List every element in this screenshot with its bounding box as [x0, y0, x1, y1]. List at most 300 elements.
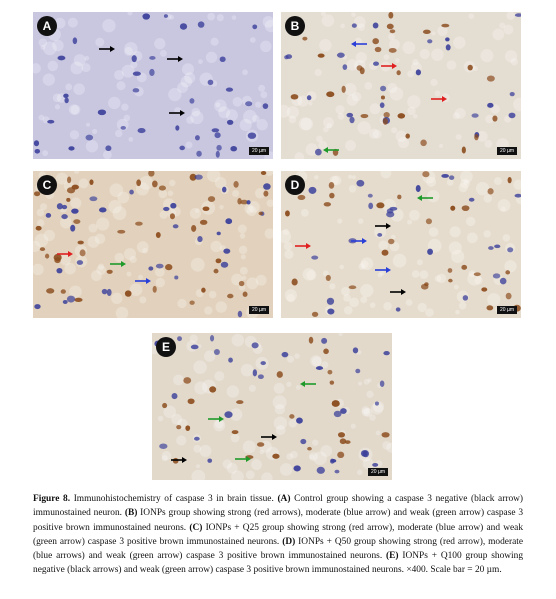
tissue-texture: [289, 419, 298, 428]
stained-nucleus: [492, 115, 497, 121]
tissue-texture: [369, 128, 379, 138]
stained-nucleus: [349, 285, 357, 289]
tissue-texture: [182, 63, 194, 75]
tissue-texture: [231, 434, 240, 443]
stained-nucleus: [246, 200, 250, 204]
stained-nucleus: [349, 117, 354, 123]
caption-magnification: ×400. Scale bar = 20 µm.: [406, 565, 502, 576]
tissue-texture: [191, 108, 200, 117]
micrograph-panel-d: [281, 171, 521, 318]
tissue-texture: [138, 275, 143, 280]
stained-nucleus: [133, 72, 141, 76]
tissue-texture: [42, 150, 48, 156]
tissue-texture: [211, 241, 222, 252]
tissue-texture: [319, 39, 332, 52]
micrograph-panel-a: [33, 12, 273, 159]
tissue-texture: [407, 95, 420, 108]
stained-nucleus: [289, 414, 294, 419]
tissue-texture: [393, 254, 407, 268]
stained-nucleus: [253, 369, 257, 376]
stained-nucleus: [210, 335, 214, 341]
tissue-texture: [280, 463, 293, 476]
stained-nucleus: [46, 288, 54, 293]
stained-nucleus: [468, 65, 473, 71]
tissue-texture: [360, 296, 367, 303]
stained-nucleus: [346, 113, 353, 118]
tissue-texture: [232, 190, 239, 197]
stained-nucleus: [307, 447, 312, 451]
tissue-texture: [251, 459, 262, 470]
tissue-texture: [312, 439, 318, 445]
tissue-texture: [65, 84, 72, 91]
stained-nucleus: [216, 145, 221, 151]
stained-nucleus: [121, 126, 126, 130]
stained-nucleus: [252, 342, 259, 348]
tissue-texture: [191, 258, 205, 272]
stained-nucleus: [214, 349, 220, 355]
tissue-texture: [70, 198, 81, 209]
tissue-texture: [275, 404, 285, 414]
stained-nucleus: [441, 174, 449, 178]
stained-nucleus: [209, 386, 216, 392]
stained-nucleus: [89, 179, 93, 185]
stained-nucleus: [191, 345, 199, 350]
tissue-texture: [503, 234, 511, 242]
stained-nucleus: [422, 171, 429, 177]
tissue-texture: [505, 50, 517, 62]
stained-nucleus: [170, 213, 175, 219]
stained-nucleus: [63, 94, 68, 98]
tissue-texture: [314, 175, 319, 180]
tissue-texture: [242, 69, 248, 75]
stained-nucleus: [68, 146, 74, 150]
stained-nucleus: [107, 289, 112, 296]
tissue-texture: [128, 137, 133, 142]
stained-nucleus: [177, 336, 182, 341]
tissue-texture: [357, 121, 370, 134]
tissue-texture: [322, 14, 335, 27]
stained-nucleus: [77, 241, 83, 245]
stained-nucleus: [214, 269, 219, 274]
stained-nucleus: [277, 371, 283, 378]
tissue-texture: [210, 38, 218, 46]
tissue-texture: [86, 123, 90, 127]
stained-nucleus: [338, 432, 345, 437]
tissue-texture: [139, 176, 153, 190]
micrograph-panel-b: [281, 12, 521, 159]
stained-nucleus: [203, 207, 210, 211]
stained-nucleus: [427, 39, 432, 43]
tissue-texture: [276, 425, 286, 435]
stained-nucleus: [227, 120, 233, 125]
tissue-texture: [439, 144, 443, 148]
tissue-texture: [168, 191, 174, 197]
tissue-texture: [398, 137, 409, 148]
tissue-texture: [407, 70, 414, 77]
tissue-texture: [233, 97, 243, 107]
stained-nucleus: [282, 352, 289, 357]
stained-nucleus: [331, 459, 337, 463]
caption-e-text: IONPs + Q100 group showing negative (black arrows) and weak (green arrow) caspase 3 positive brown immunostained neurons.: [33, 551, 524, 576]
stained-nucleus: [284, 55, 288, 59]
tissue-texture: [316, 136, 323, 143]
stained-nucleus: [340, 438, 347, 444]
micrograph-image-b: [281, 12, 521, 159]
stained-nucleus: [373, 61, 379, 65]
tissue-texture: [459, 302, 467, 310]
stained-nucleus: [176, 425, 181, 429]
stained-nucleus: [179, 146, 185, 151]
tissue-texture: [160, 50, 167, 57]
stained-nucleus: [448, 279, 453, 283]
stained-nucleus: [380, 102, 385, 108]
stained-nucleus: [63, 300, 68, 304]
tissue-texture: [88, 236, 100, 248]
tissue-texture: [40, 203, 47, 210]
stained-nucleus: [332, 400, 340, 407]
stained-nucleus: [486, 305, 493, 310]
stained-nucleus: [34, 304, 40, 309]
tissue-texture: [340, 24, 345, 29]
stained-nucleus: [188, 398, 195, 404]
tissue-texture: [431, 31, 435, 35]
tissue-texture: [207, 13, 215, 21]
tissue-texture: [290, 451, 298, 459]
stained-nucleus: [236, 400, 243, 404]
stained-nucleus: [388, 12, 393, 19]
stained-nucleus: [189, 301, 194, 305]
stained-nucleus: [450, 206, 455, 211]
stained-nucleus: [89, 196, 97, 201]
stained-nucleus: [216, 258, 222, 263]
stained-nucleus: [285, 210, 290, 216]
tissue-texture: [480, 49, 493, 62]
stained-nucleus: [133, 88, 140, 92]
stained-nucleus: [343, 64, 348, 70]
stained-nucleus: [107, 270, 113, 274]
stained-nucleus: [307, 95, 312, 100]
stained-nucleus: [357, 65, 363, 70]
stained-nucleus: [70, 225, 75, 232]
scale-bar-e: 20 µm: [368, 468, 388, 476]
stained-nucleus: [383, 118, 388, 125]
tissue-texture: [358, 218, 364, 224]
tissue-texture: [116, 81, 125, 90]
tissue-texture: [243, 110, 257, 124]
stained-nucleus: [175, 125, 179, 130]
tissue-texture: [155, 267, 165, 277]
stained-nucleus: [397, 195, 401, 200]
stained-nucleus: [300, 439, 306, 444]
tissue-texture: [227, 385, 239, 397]
stained-nucleus: [226, 87, 233, 91]
tissue-texture: [323, 117, 334, 128]
stained-nucleus: [389, 48, 397, 53]
stained-nucleus: [159, 186, 166, 191]
stained-nucleus: [398, 113, 406, 118]
stained-nucleus: [481, 287, 487, 291]
stained-nucleus: [329, 182, 335, 189]
stained-nucleus: [356, 180, 364, 187]
tissue-texture: [173, 375, 184, 386]
stained-nucleus: [238, 311, 242, 318]
tissue-texture: [435, 90, 441, 96]
tissue-texture: [198, 59, 203, 64]
tissue-texture: [238, 225, 247, 234]
tissue-texture: [364, 82, 372, 90]
stained-nucleus: [220, 56, 226, 62]
tissue-texture: [37, 219, 44, 226]
stained-nucleus: [508, 113, 515, 119]
tissue-texture: [176, 435, 186, 445]
tissue-texture: [362, 406, 370, 414]
tissue-texture: [177, 299, 186, 308]
stained-nucleus: [381, 95, 385, 99]
tissue-texture: [219, 205, 223, 209]
stained-nucleus: [132, 55, 137, 62]
tissue-texture: [492, 28, 504, 40]
stained-nucleus: [216, 151, 220, 158]
stained-nucleus: [66, 198, 70, 202]
tissue-texture: [241, 254, 246, 259]
tissue-texture: [199, 445, 211, 457]
stained-nucleus: [196, 151, 201, 157]
tissue-texture: [274, 383, 285, 394]
caption-d-text: IONPs + Q50 group showing strong (red arrow), moderate (blue arrows) and weak (green arrow) caspase 3 positive brown immunostained neurons.: [33, 536, 524, 562]
stained-nucleus: [138, 128, 146, 133]
tissue-texture: [309, 452, 318, 461]
stained-nucleus: [318, 53, 325, 57]
tissue-texture: [39, 38, 48, 47]
tissue-texture: [284, 250, 293, 259]
tissue-texture: [352, 92, 362, 102]
tissue-texture: [223, 459, 232, 468]
tissue-texture: [240, 267, 248, 275]
tissue-texture: [258, 85, 265, 92]
stained-nucleus: [474, 272, 481, 276]
stained-nucleus: [337, 452, 344, 458]
tissue-texture: [68, 18, 78, 28]
stained-nucleus: [488, 246, 494, 250]
tissue-texture: [339, 265, 343, 269]
stained-nucleus: [389, 207, 397, 211]
stained-nucleus: [416, 69, 421, 75]
stained-nucleus: [327, 298, 334, 305]
stained-nucleus: [224, 411, 232, 418]
stained-nucleus: [56, 268, 62, 273]
stained-nucleus: [382, 250, 389, 256]
tissue-texture: [484, 194, 492, 202]
tissue-texture: [417, 259, 423, 265]
stained-nucleus: [396, 70, 400, 75]
tissue-texture: [296, 385, 301, 390]
stained-nucleus: [136, 179, 141, 186]
tissue-texture: [216, 301, 227, 312]
tissue-texture: [447, 179, 454, 186]
stained-nucleus: [326, 91, 334, 97]
tissue-texture: [124, 115, 131, 122]
tissue-texture: [124, 47, 133, 56]
stained-nucleus: [221, 262, 228, 268]
caption-intro: Immunohistochemistry of caspase 3 in brain tissue.: [73, 494, 274, 504]
tissue-texture: [320, 445, 332, 457]
tissue-texture: [335, 105, 344, 114]
stained-nucleus: [462, 205, 470, 211]
caption-a-label: (A): [277, 494, 291, 504]
stained-nucleus: [446, 44, 451, 50]
stained-nucleus: [308, 187, 316, 194]
tissue-texture: [456, 134, 462, 140]
tissue-texture: [283, 229, 289, 235]
stained-nucleus: [156, 264, 164, 269]
stained-nucleus: [506, 293, 512, 300]
stained-nucleus: [416, 185, 421, 192]
tissue-texture: [260, 41, 271, 52]
tissue-texture: [162, 451, 171, 460]
tissue-texture: [215, 102, 220, 107]
stained-nucleus: [73, 219, 80, 224]
tissue-texture: [193, 360, 207, 374]
tissue-texture: [240, 233, 245, 238]
stained-nucleus: [198, 21, 205, 27]
stained-nucleus: [507, 247, 513, 252]
tissue-texture: [344, 306, 353, 315]
tissue-texture: [156, 278, 165, 287]
stained-nucleus: [337, 53, 345, 58]
stained-nucleus: [248, 132, 256, 138]
tissue-texture: [369, 414, 375, 420]
tissue-texture: [102, 19, 115, 32]
stained-nucleus: [208, 196, 215, 202]
stained-nucleus: [327, 370, 332, 375]
tissue-texture: [349, 185, 356, 192]
stained-nucleus: [67, 296, 75, 303]
stained-nucleus: [173, 224, 179, 228]
tissue-texture: [357, 470, 363, 476]
stained-nucleus: [368, 194, 373, 198]
stained-nucleus: [67, 177, 71, 184]
tissue-texture: [337, 219, 342, 224]
caption-c-text: IONPs + Q25 group showing strong (red arrow), moderate (blue arrow) and weak (green arrow) caspase 3 positive brown immunostained neurons.: [33, 522, 524, 547]
stained-nucleus: [487, 76, 495, 82]
tissue-texture: [209, 291, 216, 298]
tissue-texture: [329, 283, 335, 289]
tissue-texture: [430, 79, 437, 86]
stained-nucleus: [390, 29, 396, 33]
tissue-texture: [257, 119, 268, 130]
tissue-texture: [406, 299, 413, 306]
stained-nucleus: [105, 145, 111, 151]
tissue-texture: [420, 49, 430, 59]
tissue-texture: [378, 273, 383, 278]
tissue-texture: [387, 83, 397, 93]
stained-nucleus: [449, 175, 454, 180]
tissue-texture: [113, 206, 127, 220]
stained-nucleus: [353, 347, 358, 353]
tissue-texture: [114, 70, 124, 80]
tissue-texture: [124, 248, 136, 260]
tissue-texture: [483, 230, 490, 237]
stained-nucleus: [380, 86, 386, 91]
tissue-texture: [137, 241, 149, 253]
stained-nucleus: [208, 80, 214, 85]
tissue-texture: [214, 371, 224, 381]
tissue-texture: [358, 381, 362, 385]
stained-nucleus: [191, 225, 196, 232]
stained-nucleus: [153, 286, 157, 293]
tissue-texture: [417, 303, 426, 312]
tissue-texture: [286, 382, 291, 387]
tissue-texture: [232, 334, 244, 346]
stained-nucleus: [386, 211, 394, 217]
stained-nucleus: [74, 298, 82, 302]
stained-nucleus: [315, 149, 322, 156]
stained-nucleus: [170, 203, 176, 209]
stained-nucleus: [361, 450, 368, 457]
tissue-texture: [160, 211, 168, 219]
tissue-texture: [467, 232, 478, 243]
stained-nucleus: [189, 98, 194, 103]
stained-nucleus: [102, 289, 108, 294]
tissue-texture: [95, 38, 104, 47]
stained-nucleus: [47, 120, 54, 124]
stained-nucleus: [222, 187, 227, 193]
stained-nucleus: [396, 307, 401, 311]
micrograph-panel-c: [33, 171, 273, 318]
stained-nucleus: [163, 207, 169, 211]
stained-nucleus: [58, 56, 66, 61]
tissue-texture: [246, 277, 258, 289]
tissue-texture: [287, 294, 295, 302]
tissue-texture: [376, 431, 381, 436]
caption-e-label: (E): [386, 551, 399, 562]
tissue-texture: [395, 58, 400, 63]
tissue-texture: [450, 226, 461, 237]
stained-nucleus: [261, 361, 266, 365]
caption-c-label: (C): [189, 522, 203, 533]
stained-nucleus: [263, 191, 268, 197]
tissue-texture: [204, 306, 212, 314]
stained-nucleus: [86, 135, 94, 141]
stained-nucleus: [212, 128, 220, 132]
stained-nucleus: [335, 470, 340, 474]
stained-nucleus: [441, 24, 449, 28]
tissue-texture: [64, 263, 76, 275]
tissue-texture: [412, 59, 418, 65]
stained-nucleus: [35, 149, 41, 154]
tissue-texture: [315, 69, 322, 76]
tissue-texture: [260, 91, 267, 98]
tissue-texture: [497, 199, 510, 212]
tissue-texture: [86, 140, 98, 152]
tissue-texture: [159, 190, 168, 199]
stained-nucleus: [152, 180, 158, 187]
stained-nucleus: [324, 202, 331, 206]
stained-nucleus: [159, 443, 167, 449]
stained-nucleus: [352, 23, 357, 27]
stained-nucleus: [239, 281, 245, 286]
stained-nucleus: [505, 270, 510, 274]
stained-nucleus: [225, 218, 232, 224]
tissue-texture: [239, 246, 247, 254]
stained-nucleus: [372, 38, 379, 44]
tissue-texture: [503, 25, 513, 35]
tissue-texture: [69, 104, 80, 115]
stained-nucleus: [462, 146, 466, 153]
stained-nucleus: [36, 226, 42, 231]
tissue-texture: [243, 440, 256, 453]
tissue-texture: [308, 101, 312, 105]
